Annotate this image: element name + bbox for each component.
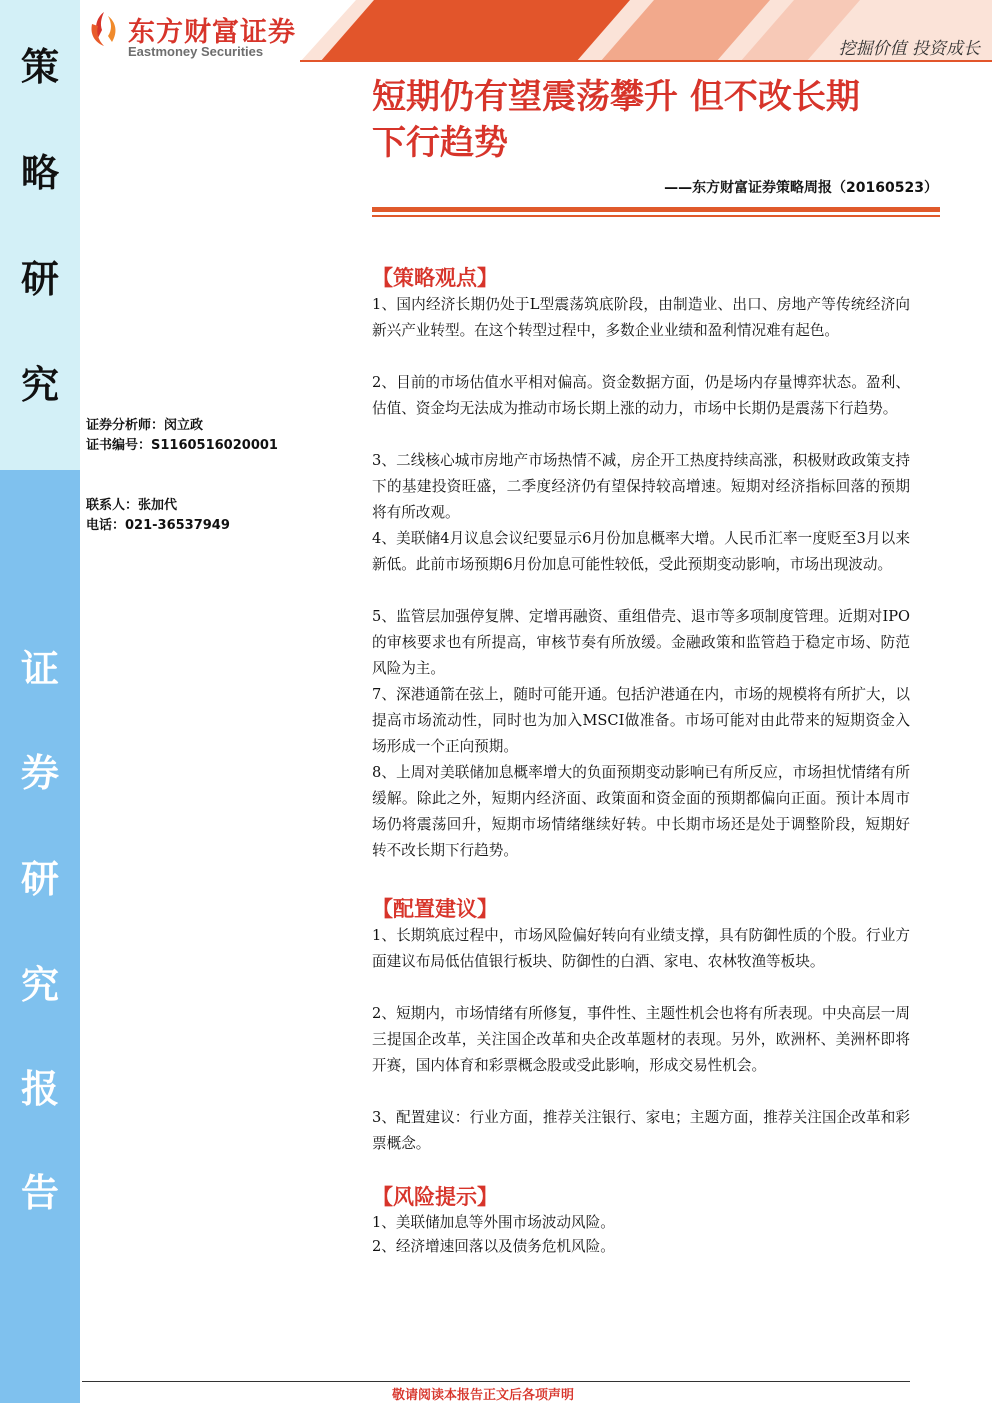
analyst-cert: 证书编号：S1160516020001: [86, 438, 278, 453]
sidebar-top-band: [0, 0, 80, 470]
report-subtitle: ——东方财富证券策略周报（20160523）: [664, 180, 938, 196]
sidebar-char: 告: [20, 1171, 59, 1215]
allocation-paragraph: 2、短期内，市场情绪有所修复，事件性、主题性机会也将有所表现。中央高层一周三提国企改革，关注国企改革和央企改革题材的表现。另外，欧洲杯、美洲杯即将开赛，国内体育和彩票概念股或受此影响，形成交易性机会。: [372, 1005, 910, 1074]
strategy-paragraph: 1、国内经济长期仍处于L型震荡筑底阶段，由制造业、出口、房地产等传统经济向新兴产业转型。在这个转型过程中，多数企业业绩和盈利情况难有起色。: [372, 296, 910, 339]
section-heading-strategy: 【策略观点】: [372, 265, 498, 290]
logo-en-text: Eastmoney Securities: [128, 44, 264, 59]
allocation-paragraph: 1、长期筑底过程中，市场风险偏好转向有业绩支撑，具有防御性质的个股。行业方面建议布局低估值银行板块、防御性的白酒、家电、农林牧渔等板块。: [372, 927, 910, 970]
contact-phone: 电话：021-36537949: [86, 518, 230, 533]
sidebar-char: 究: [20, 362, 59, 407]
report-title-line1: 短期仍有望震荡攀升 但不改长期: [372, 77, 860, 117]
section-heading-allocation: 【配置建议】: [372, 896, 498, 921]
sidebar-char: 略: [20, 150, 59, 195]
title-divider-thin: [372, 215, 940, 217]
slogan: 挖掘价值 投资成长: [838, 39, 980, 59]
sidebar-char: 究: [20, 963, 59, 1007]
footer-divider: [82, 1381, 910, 1382]
risk-paragraph: 2、经济增速回落以及债务危机风险。: [372, 1238, 615, 1255]
strategy-paragraph: 3、二线核心城市房地产市场热情不减，房企开工热度持续高涨，积极财政政策支持下的基建投资旺盛，二季度经济仍有望保持较高增速。短期对经济指标回落的预期将有所改观。: [372, 452, 910, 521]
footer-disclaimer-notice: 敬请阅读本报告正文后各项声明: [392, 1388, 575, 1403]
strategy-paragraph: 4、美联储4月议息会议纪要显示6月份加息概率大增。人民币汇率一度贬至3月以来新低。此前市场预期6月份加息可能性较低，受此预期变动影响，市场出现波动。: [372, 530, 910, 573]
sidebar-char: 研: [20, 256, 59, 301]
sidebar-char: 券: [20, 751, 59, 795]
strategy-paragraph: 2、目前的市场估值水平相对偏高。资金数据方面，仍是场内存量博弈状态。盈利、估值、资金均无法成为推动市场长期上涨的动力，市场中长期仍是震荡下行趋势。: [372, 374, 910, 417]
section-heading-risk: 【风险提示】: [372, 1184, 498, 1209]
contact-name: 联系人：张加代: [86, 498, 178, 513]
allocation-paragraph: 3、配置建议：行业方面，推荐关注银行、家电；主题方面，推荐关注国企改革和彩票概念。: [372, 1109, 910, 1152]
sidebar-bottom-band: [0, 470, 80, 1403]
strategy-paragraph: 8、上周对美联储加息概率增大的负面预期变动影响已有所反应，市场担忧情绪有所缓解。除此之外，短期内经济面、政策面和资金面的预期都偏向正面。预计本周市场仍将震荡回升，短期市场情绪继续好转。中长期市场还是处于调整阶段，短期好转不改长期下行趋势。: [372, 764, 910, 859]
report-title-line2: 下行趋势: [372, 123, 508, 163]
strategy-paragraph: 5、监管层加强停复牌、定增再融资、重组借壳、退市等多项制度管理。近期对IPO的审核要求也有所提高，审核节奏有所放缓。金融政策和监管趋于稳定市场、防范风险为主。: [372, 608, 910, 677]
sidebar-char: 研: [20, 857, 59, 901]
logo-cn-text: 东方财富证券: [128, 17, 296, 48]
risk-paragraph: 1、美联储加息等外围市场波动风险。: [372, 1214, 615, 1231]
strategy-paragraph: 7、深港通箭在弦上，随时可能开通。包括沪港通在内，市场的规模将有所扩大，以提高市场流动性，同时也为加入MSCI做准备。市场可能对由此带来的短期资金入场形成一个正向预期。: [372, 686, 910, 755]
sidebar-char: 报: [20, 1067, 59, 1111]
analyst-name: 证券分析师：闵立政: [86, 418, 204, 433]
sidebar-char: 证: [20, 647, 59, 691]
report-title: [372, 74, 932, 166]
logo-mark-icon: [86, 8, 122, 48]
company-logo: [86, 8, 306, 64]
title-divider: [372, 207, 940, 212]
sidebar-char: 策: [20, 44, 59, 89]
